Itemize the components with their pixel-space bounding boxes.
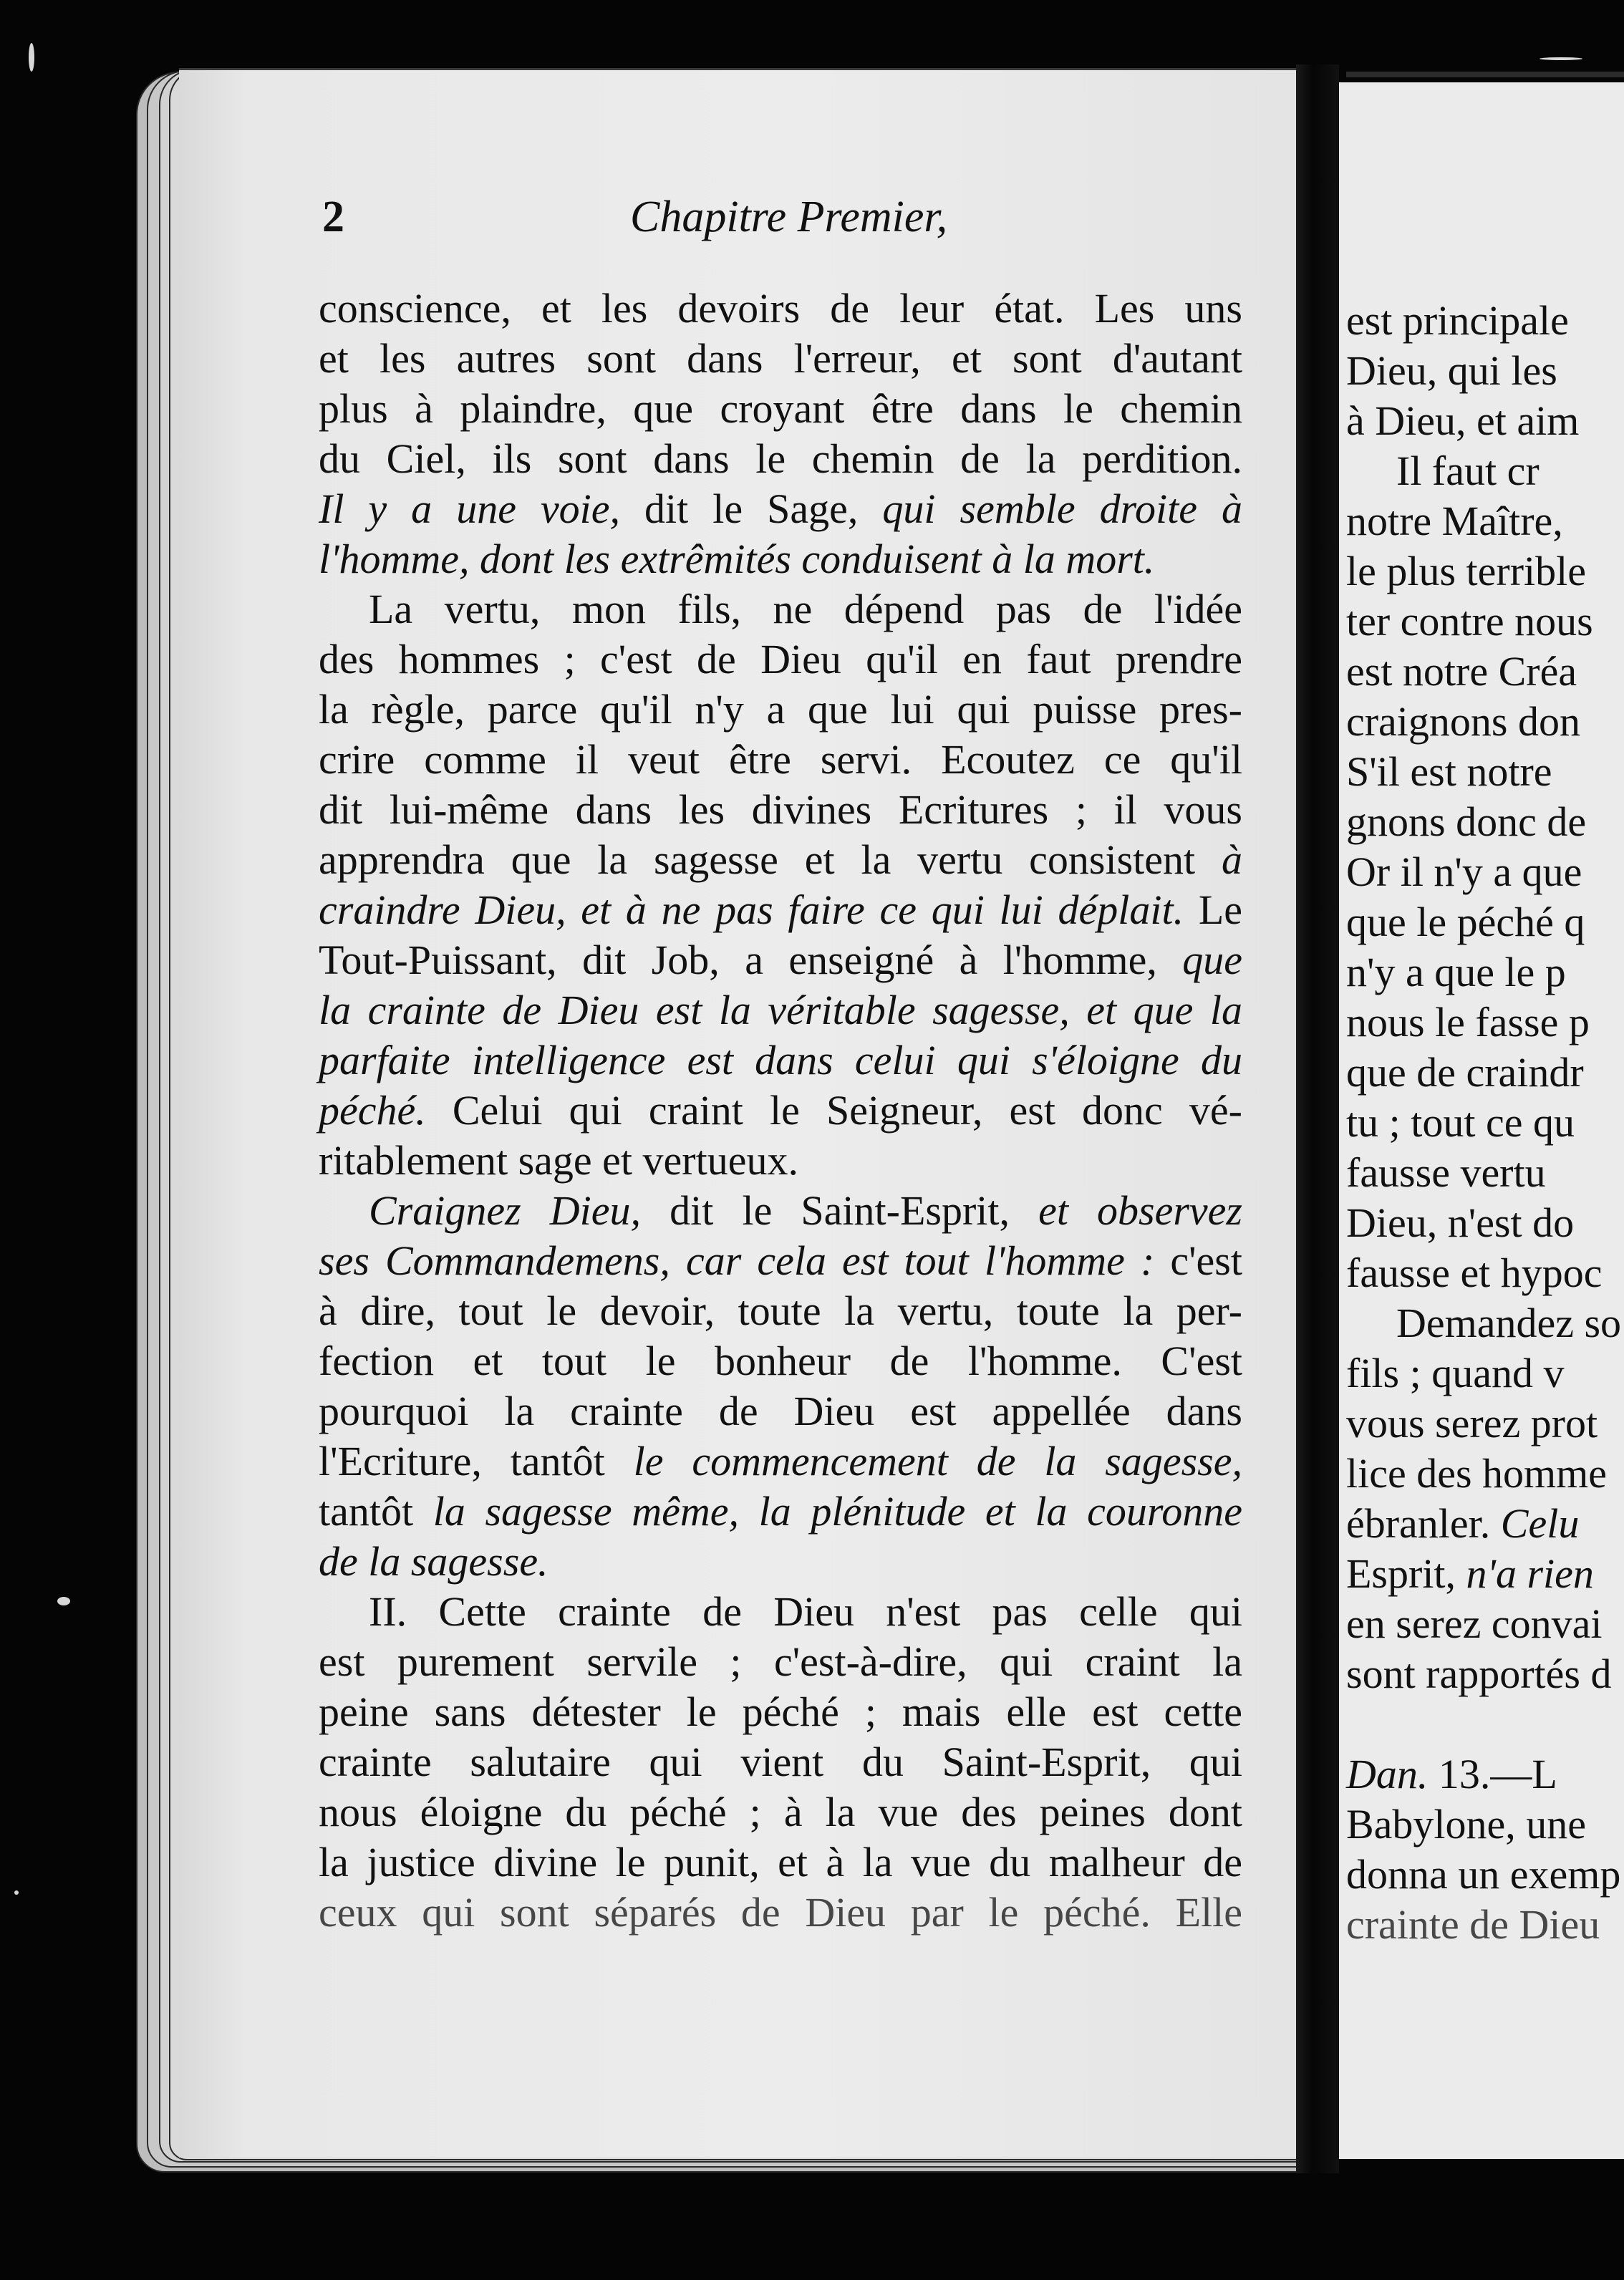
text-segment: nous le fasse p [1346,999,1590,1045]
text-line [319,1136,1242,1186]
text-segment: II. Cette crainte de Dieu n'est pas celle qui [369,1588,1242,1635]
text-segment: en serez convai [1346,1600,1603,1647]
text-line [1346,1148,1624,1198]
text-line [1346,1499,1624,1549]
text-segment: c'est [1154,1237,1242,1284]
text-segment: dit le Saint-Esprit, [641,1187,1039,1234]
text-segment: Dieu, n'est do [1346,1199,1575,1246]
text-segment: ritablement sage et vertueux. [319,1137,798,1184]
text-segment: l'Ecriture, tantôt [319,1438,634,1484]
text-segment: crainte de Dieu [1346,1901,1600,1948]
text-segment: Demandez so [1396,1300,1622,1346]
italic-text: l'homme, dont les extrêmités conduisent à la mort. [319,536,1155,582]
text-segment: peine sans détester le péché ; mais elle est cette [319,1689,1242,1735]
text-segment: S'il est notre [1346,748,1552,795]
text-segment: notre Maître, [1346,498,1563,544]
text-segment: nous éloigne du péché ; à la vue des peines dont [319,1789,1242,1835]
text-segment: dit le Sage, [620,486,883,532]
text-line [1346,1399,1624,1449]
text-segment: crainte salutaire qui vient du Saint-Esprit, qui [319,1739,1242,1785]
italic-text: de la sagesse. [319,1538,548,1585]
italic-text: à [1222,836,1242,883]
text-line [1346,1348,1624,1399]
text-segment: fection et tout le bonheur de l'homme. C'est [319,1338,1242,1384]
text-line [1346,1699,1624,1749]
text-segment: ter contre nous [1346,598,1593,644]
text-segment: crire comme il veut être servi. Ecoutez ce qu'il [319,736,1242,783]
text-line [1346,1098,1624,1148]
text-line [319,985,1242,1035]
text-line [1346,1549,1624,1599]
text-line [319,1086,1242,1136]
text-segment: Tout-Puissant, dit Job, a enseigné à l'homme, [319,937,1183,983]
text-segment: fausse et hypoc [1346,1250,1603,1296]
text-line [319,284,1242,334]
page-number: 2 [322,193,344,241]
text-line [1346,1298,1624,1348]
text-segment: fausse vertu [1346,1149,1546,1196]
left-page [179,68,1296,2158]
text-segment: conscience, et les devoirs de leur état. Les uns [319,285,1242,332]
text-line [319,885,1242,935]
right-page-body [1346,296,1624,1950]
text-line [319,1537,1242,1587]
text-line [319,484,1242,534]
text-segment: ceux qui sont séparés de Dieu par le péché. Elle [319,1889,1242,1936]
text-segment: que le péché q [1346,899,1585,945]
text-segment: tantôt [319,1488,433,1535]
text-line [1346,296,1624,346]
text-segment: que de craindr [1346,1049,1584,1096]
text-segment: des hommes ; c'est de Dieu qu'il en faut prendre [319,636,1242,682]
text-line [1346,346,1624,396]
chapter-heading: Chapitre Premier, [630,193,948,241]
text-line [319,735,1242,785]
italic-text: n'a rien [1466,1550,1594,1597]
book-gutter [1296,64,1339,2173]
text-segment: à dire, tout le devoir, toute la vertu, toute la per- [319,1288,1242,1334]
text-segment: Or il n'y a que [1346,849,1582,895]
text-line [319,1737,1242,1787]
text-segment: tu ; tout ce qu [1346,1099,1575,1146]
text-line [1346,446,1624,496]
text-segment: gnons donc de [1346,798,1587,845]
text-line [319,1487,1242,1537]
italic-text: Dan. [1346,1751,1429,1797]
text-line [1346,1048,1624,1098]
text-line [1346,697,1624,747]
text-segment: le plus terrible [1346,548,1587,594]
text-line [319,1386,1242,1436]
italic-text: Celu [1500,1500,1580,1547]
italic-text: Il y a une voie, [319,486,621,532]
text-segment: 13.—L [1428,1751,1557,1797]
text-segment: à Dieu, et aim [1346,397,1580,444]
text-segment: apprendra que la sagesse et la vertu consistent [319,836,1222,883]
text-line [319,1035,1242,1086]
text-line [319,1888,1242,1938]
text-segment: du Ciel, ils sont dans le chemin de la perdition. [319,435,1242,482]
text-segment: n'y a que le p [1346,949,1566,995]
right-page [1339,82,1624,2159]
italic-text: ses Commandemens, car cela est tout l'homme : [319,1237,1155,1284]
text-line [1346,947,1624,998]
right-page-edge [1346,72,1624,77]
text-segment: Celui qui craint le Seigneur, est donc vé- [425,1087,1242,1134]
text-line [319,384,1242,434]
text-segment: lice des homme [1346,1450,1608,1497]
italic-text: qui semble droite à [882,486,1242,532]
text-segment: est purement servile ; c'est-à-dire, qui craint la [319,1638,1242,1685]
italic-text: parfaite intelligence est dans celui qui s'éloigne du [319,1037,1242,1083]
text-segment: la règle, parce qu'il n'y a que lui qui puisse pres- [319,686,1242,733]
text-line [1346,1599,1624,1649]
running-head [179,192,1296,249]
text-line [319,835,1242,885]
italic-text: la crainte de Dieu est la véritable sagesse, et que la [319,987,1242,1033]
text-line [1346,1449,1624,1499]
text-line [319,935,1242,985]
text-line [319,1286,1242,1336]
text-line [1346,546,1624,596]
text-line [319,1637,1242,1687]
text-line [319,1436,1242,1487]
text-segment: fils ; quand v [1346,1350,1565,1396]
text-line [1346,747,1624,797]
text-segment: Esprit, [1346,1550,1466,1597]
text-line [1346,1850,1624,1900]
text-line [1346,496,1624,546]
text-line [319,434,1242,484]
text-line [1346,797,1624,847]
text-line [1346,897,1624,947]
text-segment: ébranler. [1346,1500,1501,1547]
text-line [1346,647,1624,697]
text-segment: craignons don [1346,698,1580,745]
text-line [319,685,1242,735]
text-line [319,334,1242,384]
italic-text: le commencement de la sagesse, [633,1438,1242,1484]
text-line [1346,396,1624,446]
text-line [1346,1800,1624,1850]
text-line [319,1837,1242,1888]
text-line [1346,847,1624,897]
text-segment: Babylone, une [1346,1801,1587,1847]
text-segment: la justice divine le punit, et à la vue du malheur de [319,1839,1242,1885]
text-line [1346,1649,1624,1699]
text-line [1346,1248,1624,1298]
text-line [319,584,1242,634]
text-segment: dit lui-même dans les divines Ecritures ; il vous [319,786,1242,833]
text-segment: est notre Créa [1346,648,1577,695]
italic-text: craindre Dieu, et à ne pas faire ce qui lui déplait. [319,887,1184,933]
text-line [1346,1198,1624,1248]
italic-text: Craignez Dieu, [369,1187,642,1234]
text-segment: La vertu, mon fils, ne dépend pas de l'idée [369,586,1242,632]
text-line [319,1787,1242,1837]
text-segment: est principale [1346,297,1569,344]
text-segment: Dieu, qui les [1346,347,1557,394]
italic-text: que [1182,937,1242,983]
text-line [1346,596,1624,647]
text-segment: Le [1184,887,1243,933]
italic-text: la sagesse même, la plénitude et la couronne [432,1488,1242,1535]
text-line [319,1336,1242,1386]
text-line [319,785,1242,835]
text-segment: et les autres sont dans l'erreur, et sont d'autant [319,335,1242,382]
text-line [1346,998,1624,1048]
text-segment: vous serez prot [1346,1400,1598,1446]
text-segment: donna un exemp [1346,1851,1621,1898]
text-line [1346,1749,1624,1800]
text-segment: sont rapportés d [1346,1651,1612,1697]
text-line [319,1587,1242,1637]
text-line [319,1186,1242,1236]
italic-text: et observez [1038,1187,1242,1234]
text-segment: pourquoi la crainte de Dieu est appellée dans [319,1388,1242,1434]
text-segment: Il faut cr [1396,448,1540,494]
text-segment: plus à plaindre, que croyant être dans le chemin [319,385,1242,432]
text-line [1346,1900,1624,1950]
text-line [319,1236,1242,1286]
italic-text: péché. [319,1087,426,1134]
text-line [319,1687,1242,1737]
left-page-body [319,284,1242,1938]
text-line [319,534,1242,584]
text-line [319,634,1242,685]
